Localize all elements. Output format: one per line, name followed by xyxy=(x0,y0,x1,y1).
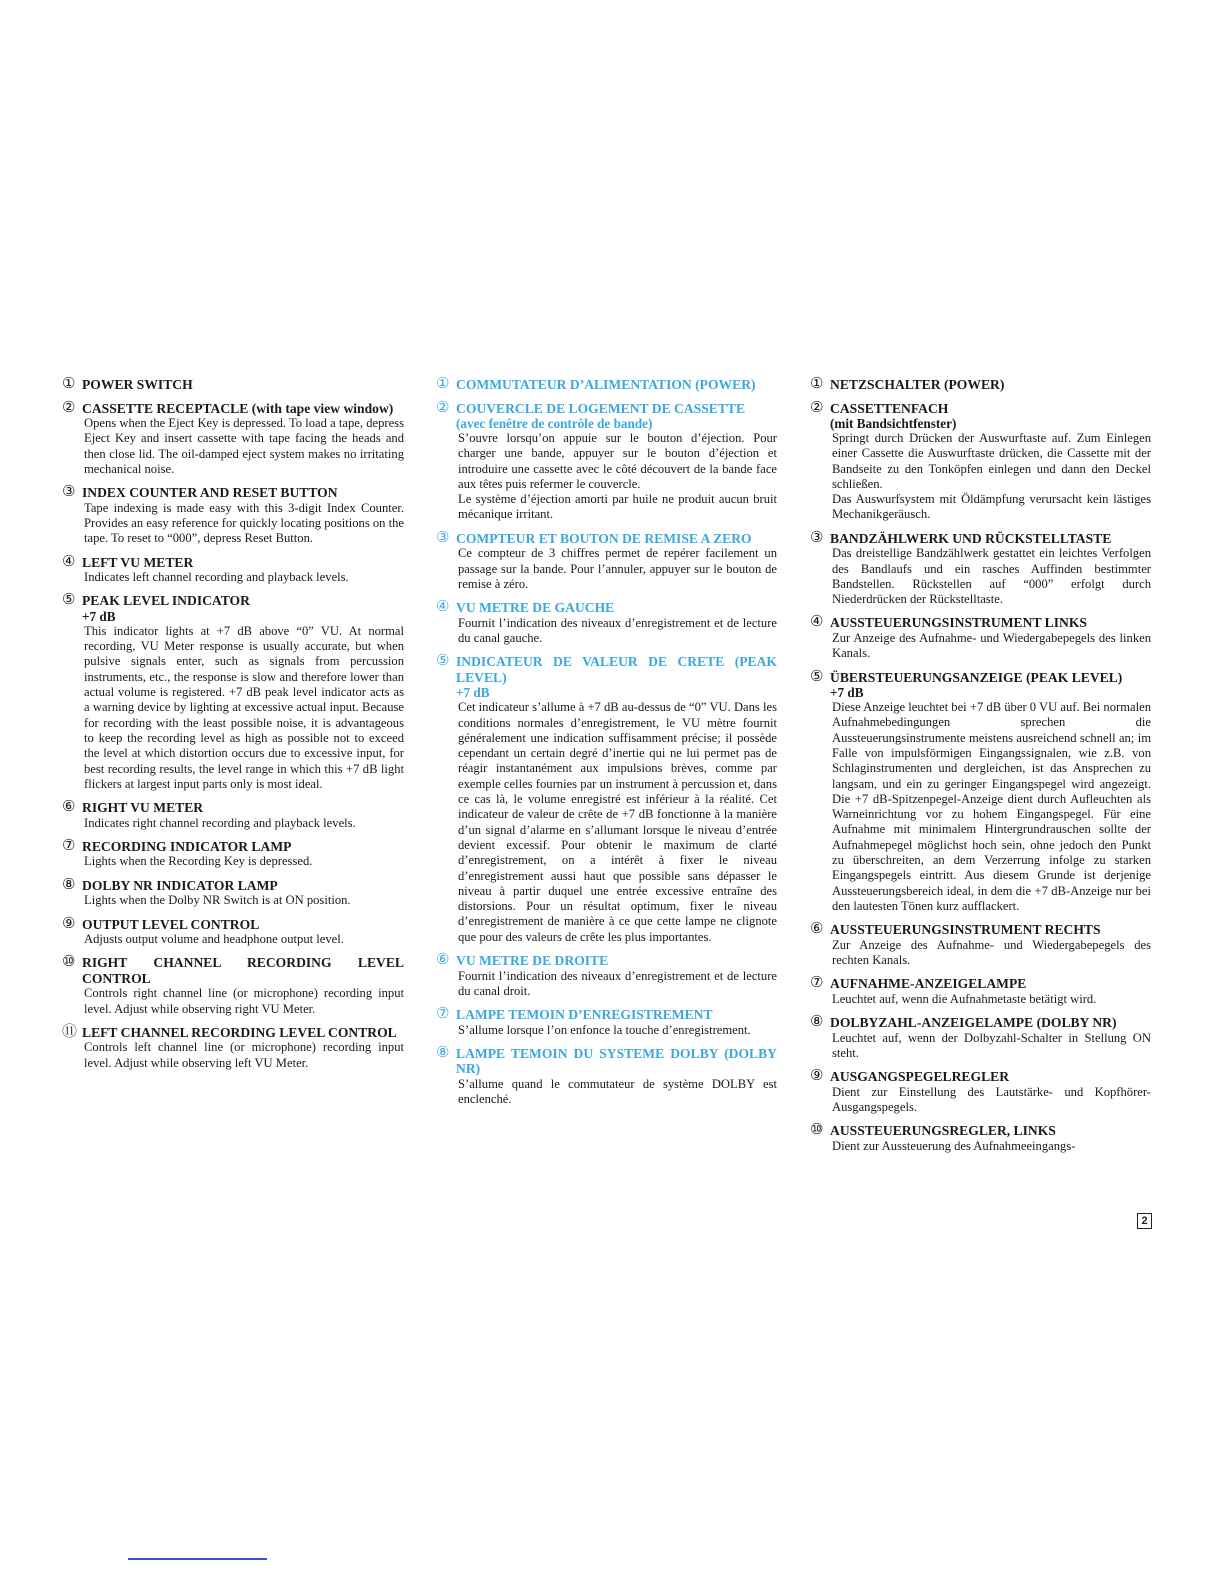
section-item xyxy=(810,670,1151,915)
item-title: AUSSTEUERUNGSINSTRUMENT RECHTS xyxy=(830,922,1101,938)
section-heading xyxy=(62,1025,404,1041)
section-item xyxy=(810,1123,1151,1154)
description-paragraph: Lights when the Dolby NR Switch is at ON position. xyxy=(84,893,351,908)
section-heading xyxy=(62,839,404,855)
section-item xyxy=(436,654,777,945)
item-description xyxy=(84,986,404,1017)
description-paragraph: Tape indexing is made easy with this 3-digit Index Counter. Provides an easy reference for quickly locating positions on the tape. To reset to “000”, depress Reset Button. xyxy=(84,500,404,546)
section-item xyxy=(810,615,1151,661)
item-title: INDICATEUR DE VALEUR DE CRETE (PEAK LEVEL) xyxy=(456,654,777,685)
item-number: ⑧ xyxy=(62,876,76,893)
section-heading xyxy=(62,917,404,933)
section-item xyxy=(810,401,1151,523)
item-title: VU METRE DE GAUCHE xyxy=(456,600,615,616)
section-heading xyxy=(436,531,777,547)
item-description xyxy=(84,570,404,585)
description-paragraph: Controls left channel line (or microphone) recording input level. Adjust while observing left VU Meter. xyxy=(84,1040,404,1070)
item-title: PEAK LEVEL INDICATOR xyxy=(82,593,250,609)
item-title: LEFT VU METER xyxy=(82,554,194,570)
column-english xyxy=(62,377,404,1079)
description-paragraph: Cet indicateur s’allume à +7 dB au-dessus de “0” VU. Dans les conditions normales d’enregistrement, le VU mètre fournit généralement une indication suffisamment précise; il possède cependant un certain degré d’inertie qui ne lui permet pas de réagir instantanément aux impulsions brèves, comme par exemple celles fournies par un instrument à percussion et, dans ce cas là, le volume enregistré est inférieur à la réalité. Cet indicateur de valeur de crête de +7 dB fonctionne à la manière d’un signal d’alarme en s’allumant lorsque le niveau d’entrée devient excessif. Pour obtenir le maximum de clarté d’enregistrement, on a intérêt à fixer le niveau d’enregistrement aussi haut que possible sans dépasser le niveau à partir duquel une entrée excessive entraîne des distorsions. Pour un résultat optimum, fixer le niveau d’enregistrement de manière à ce que cette lampe ne clignote que pour des valeurs de crête les plus importantes. xyxy=(458,700,777,944)
description-paragraph: Controls right channel line (or microphone) recording input level. Adjust while observing right VU Meter. xyxy=(84,986,404,1016)
description-paragraph: Opens when the Eject Key is depressed. To load a tape, depress Eject Key and insert cassette with tape facing the heads and then close lid. The oil-damped eject system makes no irritating mechanical noise. xyxy=(84,416,404,476)
section-heading xyxy=(810,401,1151,417)
section-item xyxy=(62,401,404,478)
item-number: ⑥ xyxy=(62,799,76,816)
item-number: ⑦ xyxy=(810,975,824,992)
item-title: RIGHT CHANNEL RECORDING LEVEL CONTROL xyxy=(82,955,404,986)
section-heading xyxy=(810,1015,1151,1031)
item-number: ⑨ xyxy=(62,915,76,932)
item-title: AUSSTEUERUNGSREGLER, LINKS xyxy=(830,1123,1056,1139)
item-title: LAMPE TEMOIN DU SYSTEME DOLBY (DOLBY NR) xyxy=(456,1045,777,1077)
description-paragraph: Das Auswurfsystem mit Öldämpfung verursacht kein lästiges Mechanikgeräusch. xyxy=(832,492,1151,522)
item-title: RECORDING INDICATOR LAMP xyxy=(82,838,292,854)
section-item xyxy=(436,1007,777,1038)
item-number: ② xyxy=(436,399,450,416)
section-item xyxy=(436,600,777,646)
section-heading xyxy=(810,531,1151,547)
item-description xyxy=(832,546,1151,607)
section-heading xyxy=(62,955,404,986)
item-number: ⑧ xyxy=(436,1044,450,1061)
section-heading xyxy=(810,976,1151,992)
item-subtitle: (mit Bandsichtfenster) xyxy=(830,416,957,431)
item-number: ⑩ xyxy=(62,954,76,971)
item-title: POWER SWITCH xyxy=(82,377,193,392)
item-number: ④ xyxy=(810,614,824,631)
section-item xyxy=(436,401,777,523)
item-title: OUTPUT LEVEL CONTROL xyxy=(82,916,260,932)
item-title: AUFNAHME-ANZEIGELAMPE xyxy=(830,976,1027,992)
section-heading xyxy=(62,401,404,417)
item-number: ⑧ xyxy=(810,1014,824,1031)
item-number: ⑪ xyxy=(62,1023,78,1040)
item-title: COMPTEUR ET BOUTON DE REMISE A ZERO xyxy=(456,530,752,546)
item-description xyxy=(832,938,1151,969)
item-title: AUSGANGSPEGELREGLER xyxy=(830,1069,1010,1085)
item-description xyxy=(832,1031,1151,1062)
section-item xyxy=(62,839,404,870)
item-description xyxy=(458,616,777,647)
item-title: DOLBY NR INDICATOR LAMP xyxy=(82,877,278,893)
section-item xyxy=(436,1046,777,1108)
section-item xyxy=(62,955,404,1017)
section-item xyxy=(62,1025,404,1071)
description-paragraph: Zur Anzeige des Aufnahme- und Wiedergabepegels des rechten Kanals. xyxy=(832,937,1151,968)
description-paragraph: S’allume lorsque l’on enfonce la touche d’enregistrement. xyxy=(458,1022,751,1037)
section-heading xyxy=(436,377,777,393)
item-title: INDEX COUNTER AND RESET BUTTON xyxy=(82,485,338,501)
description-paragraph: Dient zur Aussteuerung des Aufnahmeeingangs- xyxy=(832,1138,1076,1153)
section-item xyxy=(436,377,777,393)
item-description xyxy=(84,893,404,908)
item-number: ③ xyxy=(62,484,76,501)
section-heading xyxy=(810,670,1151,686)
item-number: ④ xyxy=(436,599,450,616)
description-paragraph: Indicates left channel recording and playback levels. xyxy=(84,570,349,585)
item-description xyxy=(832,1139,1151,1154)
description-paragraph: Dient zur Einstellung des Lautstärke- und Kopfhörer-Ausgangspegels. xyxy=(832,1084,1151,1114)
section-item xyxy=(62,377,404,393)
item-number: ③ xyxy=(436,529,450,546)
item-number: ⑦ xyxy=(62,837,76,854)
description-paragraph: S’allume quand le commutateur de système DOLBY est enclenché. xyxy=(458,1076,777,1107)
item-title: COUVERCLE DE LOGEMENT DE CASSETTE xyxy=(456,400,746,416)
section-heading xyxy=(436,600,777,616)
section-item xyxy=(62,593,404,792)
item-description xyxy=(84,624,404,792)
description-paragraph: S’ouvre lorsqu’on appuie sur le bouton d’éjection. Pour charger une bande, appuyer sur le bouton d’éjection et introduire une cassette avec le côté découvert de la bande face aux têtes puis refermer le couvercle. xyxy=(458,431,777,491)
item-description xyxy=(832,431,1151,523)
page-number: 2 xyxy=(1137,1213,1152,1229)
item-description xyxy=(84,416,404,477)
description-paragraph: Diese Anzeige leuchtet bei +7 dB über 0 VU auf. Bei normalen Aufnahmebedingungen sprechen die Aussteuerungsinstrumente meistens ausreichend schnell an; im Falle von impulsförmigen Eingangssignalen, wie z.B. von Schlaginstrumenten und dergleichen, ist das Ansprechen zu langsam, und ein zu geringer Eingangspegel wird angezeigt. Die +7 dB-Spitzenpegel-Anzeige dient durch Aufleuchten als Warneinrichtung vor zu hohem Eingangspegel. Für eine Aufnahme mit minimalem Hintergrundrauschen sollte der Aufnahmepegel möglichst hoch sein, ohne jedoch den Punkt zu überschreiten, an dem Verzerrung infolge zu starken Eingangspegels eintritt. Aus diesem Grunde ist derjenige Aussteuerungsbereich ideal, in dem die +7 dB-Anzeige nur bei den lautesten Tönen kurz aufflackert. xyxy=(832,700,1151,913)
section-heading xyxy=(62,485,404,501)
section-heading xyxy=(436,1046,777,1077)
item-number: ⑦ xyxy=(436,1006,450,1023)
item-description xyxy=(832,631,1151,662)
section-heading xyxy=(436,401,777,417)
item-description xyxy=(84,854,404,869)
item-number: ② xyxy=(810,399,824,416)
item-title: ÜBERSTEUERUNGSANZEIGE (PEAK LEVEL) xyxy=(830,669,1123,685)
column-german xyxy=(810,377,1151,1162)
item-number: ① xyxy=(810,376,824,392)
item-description xyxy=(458,700,777,945)
item-number: ⑤ xyxy=(62,592,76,609)
item-title: RIGHT VU METER xyxy=(82,800,204,816)
section-item xyxy=(62,917,404,948)
section-item xyxy=(436,531,777,592)
footer-rule xyxy=(128,1558,267,1560)
description-paragraph: Fournit l’indication des niveaux d’enregistrement et de lecture du canal gauche. xyxy=(458,615,777,645)
item-number: ⑥ xyxy=(436,952,450,969)
item-number: ⑨ xyxy=(810,1068,824,1085)
description-paragraph: Ce compteur de 3 chiffres permet de repérer facilement un passage sur la bande. Pour l’annuler, appuyer sur le bouton de remise à zéro. xyxy=(458,546,777,591)
item-description xyxy=(84,816,404,831)
item-subtitle: +7 dB xyxy=(82,608,116,624)
item-title: AUSSTEUERUNGSINSTRUMENT LINKS xyxy=(830,615,1087,631)
section-heading xyxy=(62,593,404,609)
description-paragraph: Leuchtet auf, wenn der Dolbyzahl-Schalter in Stellung ON steht. xyxy=(832,1030,1151,1060)
item-title: CASSETTE RECEPTACLE (with tape view window) xyxy=(82,400,394,416)
section-item xyxy=(62,555,404,586)
section-item xyxy=(810,377,1151,393)
item-title: NETZSCHALTER (POWER) xyxy=(830,377,1005,392)
item-title: DOLBYZAHL-ANZEIGELAMPE (DOLBY NR) xyxy=(830,1015,1117,1031)
description-paragraph: Adjusts output volume and headphone output level. xyxy=(84,932,344,947)
description-paragraph: Das dreistellige Bandzählwerk gestattet ein leichtes Verfolgen des Bandlaufs und ein rasches Auffinden bestimmter Bandstellen. Rückstellen auf “000” erfolgt durch Niederdrücken der Rückstelltaste. xyxy=(832,546,1151,607)
item-description xyxy=(84,932,404,947)
section-item xyxy=(810,922,1151,968)
section-heading xyxy=(62,878,404,894)
section-heading xyxy=(62,377,404,393)
section-heading xyxy=(810,1069,1151,1085)
description-paragraph: Zur Anzeige des Aufnahme- und Wiedergabepegels des linken Kanals. xyxy=(832,630,1151,661)
section-item xyxy=(436,953,777,999)
description-paragraph: This indicator lights at +7 dB above “0” VU. At normal recording, VU Meter response is usually accurate, but when pulsive signals enter, such as signals from percussion instruments, etc., the response is slow and therefore lower than actual volume is registered. +7 dB peak level indicator acts as a warning device by lighting at excessive actual input. Because for recording with the least possible noise, it is advantageous to keep the recording level as high as possible not to exceed the level at which distortion occurs due to excessive input, for best recording results, the level range in which this +7 dB light flickers at largest input parts only is most ideal. xyxy=(84,623,404,791)
section-heading xyxy=(810,377,1151,393)
item-description xyxy=(84,1040,404,1071)
section-item xyxy=(810,531,1151,608)
item-description xyxy=(458,969,777,1000)
item-description xyxy=(832,992,1151,1007)
section-heading xyxy=(436,654,777,685)
column-french xyxy=(436,377,777,1116)
section-heading xyxy=(62,800,404,816)
section-heading xyxy=(436,1007,777,1023)
item-title: COMMUTATEUR D’ALIMENTATION (POWER) xyxy=(456,377,756,392)
item-number: ⑤ xyxy=(810,668,824,685)
item-description xyxy=(458,546,777,592)
item-title: CASSETTENFACH xyxy=(830,400,949,416)
description-paragraph: Springt durch Drücken der Auswurftaste auf. Zum Einlegen einer Cassette die Auswurftaste drücken, die Cassette mit der Bandseite zu den Tonköpfen einlegen und dann den Deckel schließen. xyxy=(832,431,1151,491)
section-item xyxy=(810,1015,1151,1061)
section-heading xyxy=(62,555,404,571)
item-number: ③ xyxy=(810,529,824,546)
section-item xyxy=(810,976,1151,1007)
description-paragraph: Lights when the Recording Key is depressed. xyxy=(84,854,313,869)
item-number: ⑩ xyxy=(810,1122,824,1139)
item-title: BANDZÄHLWERK UND RÜCKSTELLTASTE xyxy=(830,530,1112,546)
section-item xyxy=(62,878,404,909)
section-heading xyxy=(436,953,777,969)
section-item xyxy=(62,485,404,546)
item-description xyxy=(458,1023,777,1038)
item-number: ① xyxy=(62,376,76,392)
item-number: ① xyxy=(436,376,450,392)
section-heading xyxy=(810,615,1151,631)
item-title: VU METRE DE DROITE xyxy=(456,953,609,969)
section-heading xyxy=(810,1123,1151,1139)
item-description xyxy=(832,700,1151,914)
item-number: ⑤ xyxy=(436,653,450,670)
item-subtitle: +7 dB xyxy=(456,685,490,701)
item-title: LAMPE TEMOIN D’ENREGISTREMENT xyxy=(456,1007,713,1023)
section-item xyxy=(810,1069,1151,1115)
item-number: ④ xyxy=(62,553,76,570)
item-number: ⑥ xyxy=(810,921,824,938)
description-paragraph: Fournit l’indication des niveaux d’enregistrement et de lecture du canal droit. xyxy=(458,968,777,998)
section-heading xyxy=(810,922,1151,938)
section-item xyxy=(62,800,404,831)
description-paragraph: Indicates right channel recording and playback levels. xyxy=(84,815,356,830)
item-description xyxy=(832,1085,1151,1116)
description-paragraph: Le système d’éjection amorti par huile ne produit aucun bruit mécanique irritant. xyxy=(458,492,777,522)
item-description xyxy=(458,1077,777,1108)
item-number: ② xyxy=(62,399,76,416)
item-description xyxy=(458,431,777,523)
item-subtitle: (avec fenêtre de contrôle de bande) xyxy=(456,416,653,431)
item-subtitle: +7 dB xyxy=(830,685,864,701)
item-title: LEFT CHANNEL RECORDING LEVEL CONTROL xyxy=(82,1024,397,1040)
description-paragraph: Leuchtet auf, wenn die Aufnahmetaste betätigt wird. xyxy=(832,991,1097,1006)
item-description xyxy=(84,501,404,547)
